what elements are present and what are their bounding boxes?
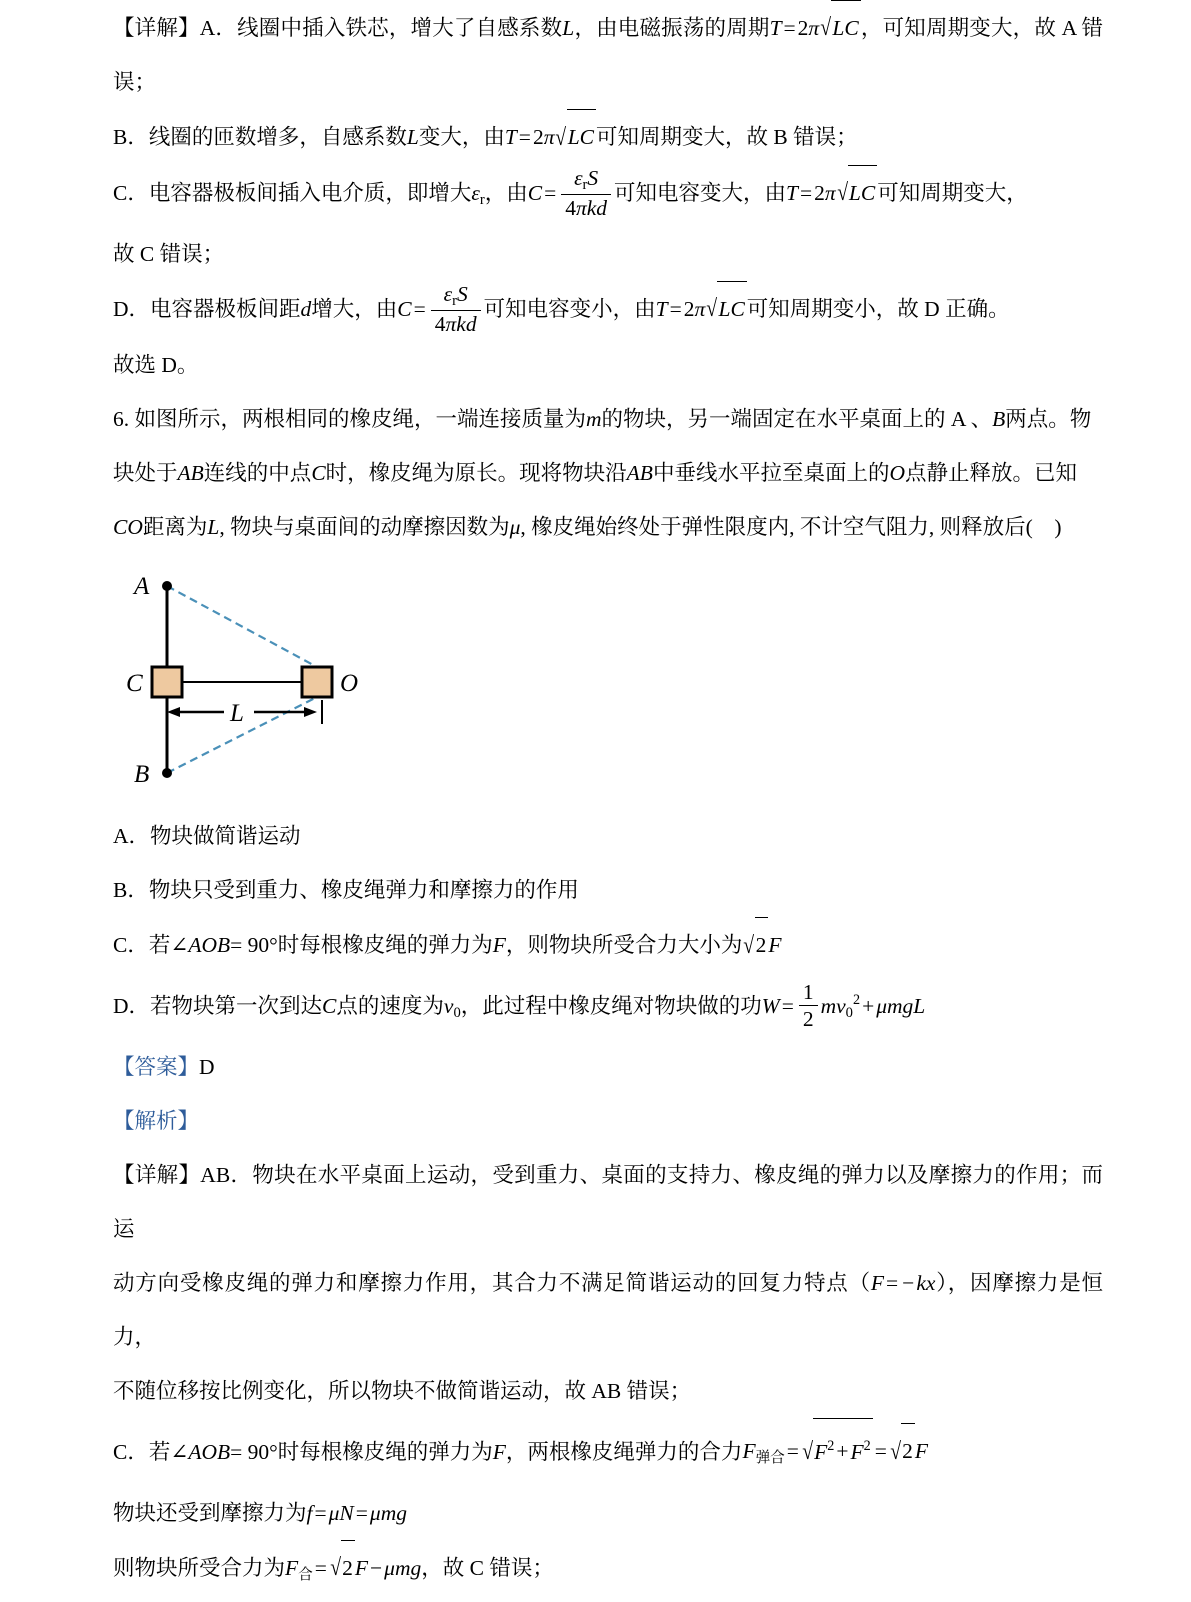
formula-period-T: T=2π√LC (505, 125, 596, 149)
option-c-text-5: 故 C 错误； (113, 242, 225, 267)
explanation-resultant-line (0, 1540, 1191, 1602)
option-c-text-4: 可知周期变大， (877, 180, 1028, 205)
dimension-arrowhead-left (167, 707, 180, 717)
var-F: F (492, 933, 506, 958)
answer-option-a (0, 809, 1191, 863)
option-b-text-3: 可知周期变大，故 B 错误； (596, 125, 858, 150)
question-6-line-1 (0, 392, 1191, 446)
explanation-tag: AB． (200, 1162, 253, 1187)
answer-value: D (199, 1054, 215, 1079)
option-b-text-1: B．线圈的匝数增多，自感系数 (113, 125, 407, 150)
detail-label: 【详解】 (113, 16, 200, 40)
explanation-ab-line-1 (0, 1148, 1191, 1256)
question-6-line-3 (0, 500, 1191, 554)
diagram-svg (0, 560, 420, 805)
option-c-suffix: ，则物块所受合力大小为 (505, 933, 743, 958)
var-O: O (889, 461, 905, 486)
option-c-text-2: ，由 (484, 180, 528, 205)
var-mu: μ (509, 515, 521, 540)
paragraph-option-b (0, 109, 1191, 164)
explanation-resultant-prefix: 则物块所受合力为 (113, 1555, 286, 1580)
explanation-ab-line-2 (0, 1256, 1191, 1364)
option-c-text-3: 可知电容变大，由 (614, 180, 787, 205)
explanation-c-mid: 时每根橡皮绳的弹力为 (277, 1439, 493, 1464)
option-c-text-1: C．电容器极板间插入电介质，即增大 (113, 180, 472, 205)
var-d: d (300, 297, 312, 322)
paragraph-option-c (0, 165, 1191, 227)
formula-sqrt2F: √2F (742, 933, 781, 957)
label-A: A (134, 573, 150, 601)
option-a-text: A．物块做简谐运动 (113, 824, 301, 849)
paragraph-option-c-cont (0, 227, 1191, 281)
block-at-C (152, 667, 182, 697)
dashed-rubber-band-AO (167, 586, 317, 667)
formula-period-T: T=2π√LC (786, 181, 877, 205)
question-number: 6. (113, 407, 130, 432)
formula-work-W: W= $\frac{1}{2}$ $mv_0^2+\mu mgL$ (761, 979, 926, 1032)
question-text-b: 的物块，另一端固定在水平桌面上的 A 、 (601, 407, 993, 432)
explanation-c-prefix: C．若 (113, 1439, 171, 1464)
paragraph-option-d (0, 281, 1191, 338)
option-d-text-5: 故选 D。 (113, 353, 199, 378)
angle-value: = 90° (230, 1439, 278, 1464)
explanation-c-suffix: ，两根橡皮绳弹力的合力 (505, 1439, 743, 1464)
question-text-e: 连线的中点 (203, 461, 312, 486)
answer-option-b (0, 863, 1191, 917)
var-epsilon-r: $\varepsilon_r$ (471, 180, 485, 209)
var-C: C (322, 993, 337, 1018)
option-d-text-2: 增大，由 (311, 297, 398, 322)
point-B-dot (162, 768, 172, 778)
explanation-text-3: 不随位移按比例变化，所以物块不做简谐运动，故 AB 错误； (113, 1378, 692, 1403)
formula-capacitance-C: C= $\frac{\varepsilon_rS}{\text{4πkd}}$ (397, 297, 483, 321)
formula-F-resultant: $F_合= √2F-\mu mg$ (285, 1556, 421, 1580)
explanation-resultant-suffix: ，故 C 错误； (421, 1555, 554, 1580)
explanation-text-2b: ），因摩擦力是恒力， (113, 1270, 1103, 1349)
label-O: O (340, 670, 359, 698)
label-C: C (126, 670, 143, 698)
block-at-O (302, 667, 332, 697)
option-b-text: B．物块只受到重力、橡皮绳弹力和摩擦力的作用 (113, 878, 579, 903)
var-m: m (586, 407, 602, 432)
var-F: F (492, 1439, 506, 1464)
option-d-text-4: 可知周期变小，故 D 正确。 (746, 297, 1010, 322)
question-text-j: , 物块与桌面间的动摩擦因数为 (219, 515, 510, 540)
point-A-dot (162, 581, 172, 591)
detail-a-text-2: ，由电磁振荡的周期 (574, 16, 770, 40)
formula-period-T: T=2π√LC (770, 16, 861, 40)
label-L: L (230, 700, 244, 728)
var-C: C (311, 461, 326, 486)
detail-a-text-1: A．线圈中插入铁芯，增大了自感系数 (199, 16, 563, 40)
option-d-prefix: D．若物块第一次到达 (113, 993, 323, 1018)
detail-a-text-3: ，可知周期变大，故 A 错误； (113, 16, 1103, 95)
analysis-line (0, 1094, 1191, 1148)
angle-AOB: ∠AOB (170, 933, 231, 958)
option-b-text-2: 变大，由 (418, 125, 505, 150)
paragraph-option-d-cont (0, 338, 1191, 392)
var-L: L (406, 125, 419, 150)
angle-AOB: ∠AOB (170, 1439, 231, 1464)
answer-label: 【答案】 (113, 1054, 200, 1079)
question-text-f: 时，橡皮绳为原长。现将物块沿 (325, 461, 627, 486)
dimension-arrowhead-right (304, 707, 317, 717)
angle-value: = 90° (230, 933, 278, 958)
option-d-text-3: 可知电容变小，由 (483, 297, 656, 322)
question-6-line-2 (0, 446, 1191, 500)
explanation-text-1: 物块在水平桌面上运动，受到重力、桌面的支持力、橡皮绳的弹力以及摩擦力的作用；而运 (113, 1162, 1103, 1241)
var-AB-2: AB (626, 461, 653, 486)
analysis-label: 【解析】 (113, 1108, 200, 1133)
var-AB: AB (177, 461, 204, 486)
question-text-h: 点静止释放。已知 (905, 461, 1078, 486)
explanation-ab-line-3 (0, 1364, 1191, 1418)
answer-line (0, 1040, 1191, 1094)
option-d-suffix: ，此过程中橡皮绳对物块做的功 (460, 993, 762, 1018)
physics-diagram (0, 560, 1191, 805)
formula-restoring-force: F= −kx (870, 1270, 936, 1295)
var-v0: $v_0$ (443, 993, 461, 1021)
question-text-g: 中垂线水平拉至桌面上的 (652, 461, 890, 486)
explanation-c-line (0, 1418, 1191, 1486)
question-text-d: 块处于 (113, 461, 178, 486)
explanation-text-2a: 动方向受橡皮绳的弹力和摩擦力作用，其合力不满足简谐运动的回复力特点（ (113, 1270, 871, 1295)
question-text-l: ) (1054, 515, 1062, 540)
var-L: L (562, 16, 575, 40)
question-text-a: 如图所示，两根相同的橡皮绳，一端连接质量为 (134, 407, 587, 432)
answer-option-c (0, 917, 1191, 972)
label-B: B (134, 761, 150, 789)
formula-period-T: T=2π√LC (656, 297, 747, 321)
var-L: L (207, 515, 220, 540)
answer-option-d (0, 973, 1191, 1040)
option-c-mid: 时每根橡皮绳的弹力为 (277, 933, 493, 958)
question-text-c: 两点。物 (1005, 407, 1092, 432)
option-d-text-1: D．电容器极板间距 (113, 297, 301, 322)
formula-friction-f: f=μN=μmg (306, 1500, 407, 1525)
explanation-friction-text: 物块还受到摩擦力为 (113, 1500, 307, 1525)
question-text-i: 距离为 (142, 515, 208, 540)
question-text-k: , 橡皮绳始终处于弹性限度内, 不计空气阻力, 则释放后( (520, 515, 1033, 540)
paragraph-detail-a (0, 0, 1191, 109)
explanation-label: 【详解】 (113, 1162, 201, 1187)
var-CO: CO (113, 515, 143, 540)
var-B: B (992, 407, 1006, 432)
formula-F-elastic-sum: $F_{弹合}= √F^2+F^2 = √2F$ (742, 1439, 928, 1463)
formula-capacitance-C: C= $\frac{\varepsilon_rS}{\text{4πkd}}$ (528, 181, 614, 205)
option-d-mid: 点的速度为 (336, 993, 444, 1018)
option-c-prefix: C．若 (113, 933, 171, 958)
explanation-friction-line (0, 1486, 1191, 1540)
